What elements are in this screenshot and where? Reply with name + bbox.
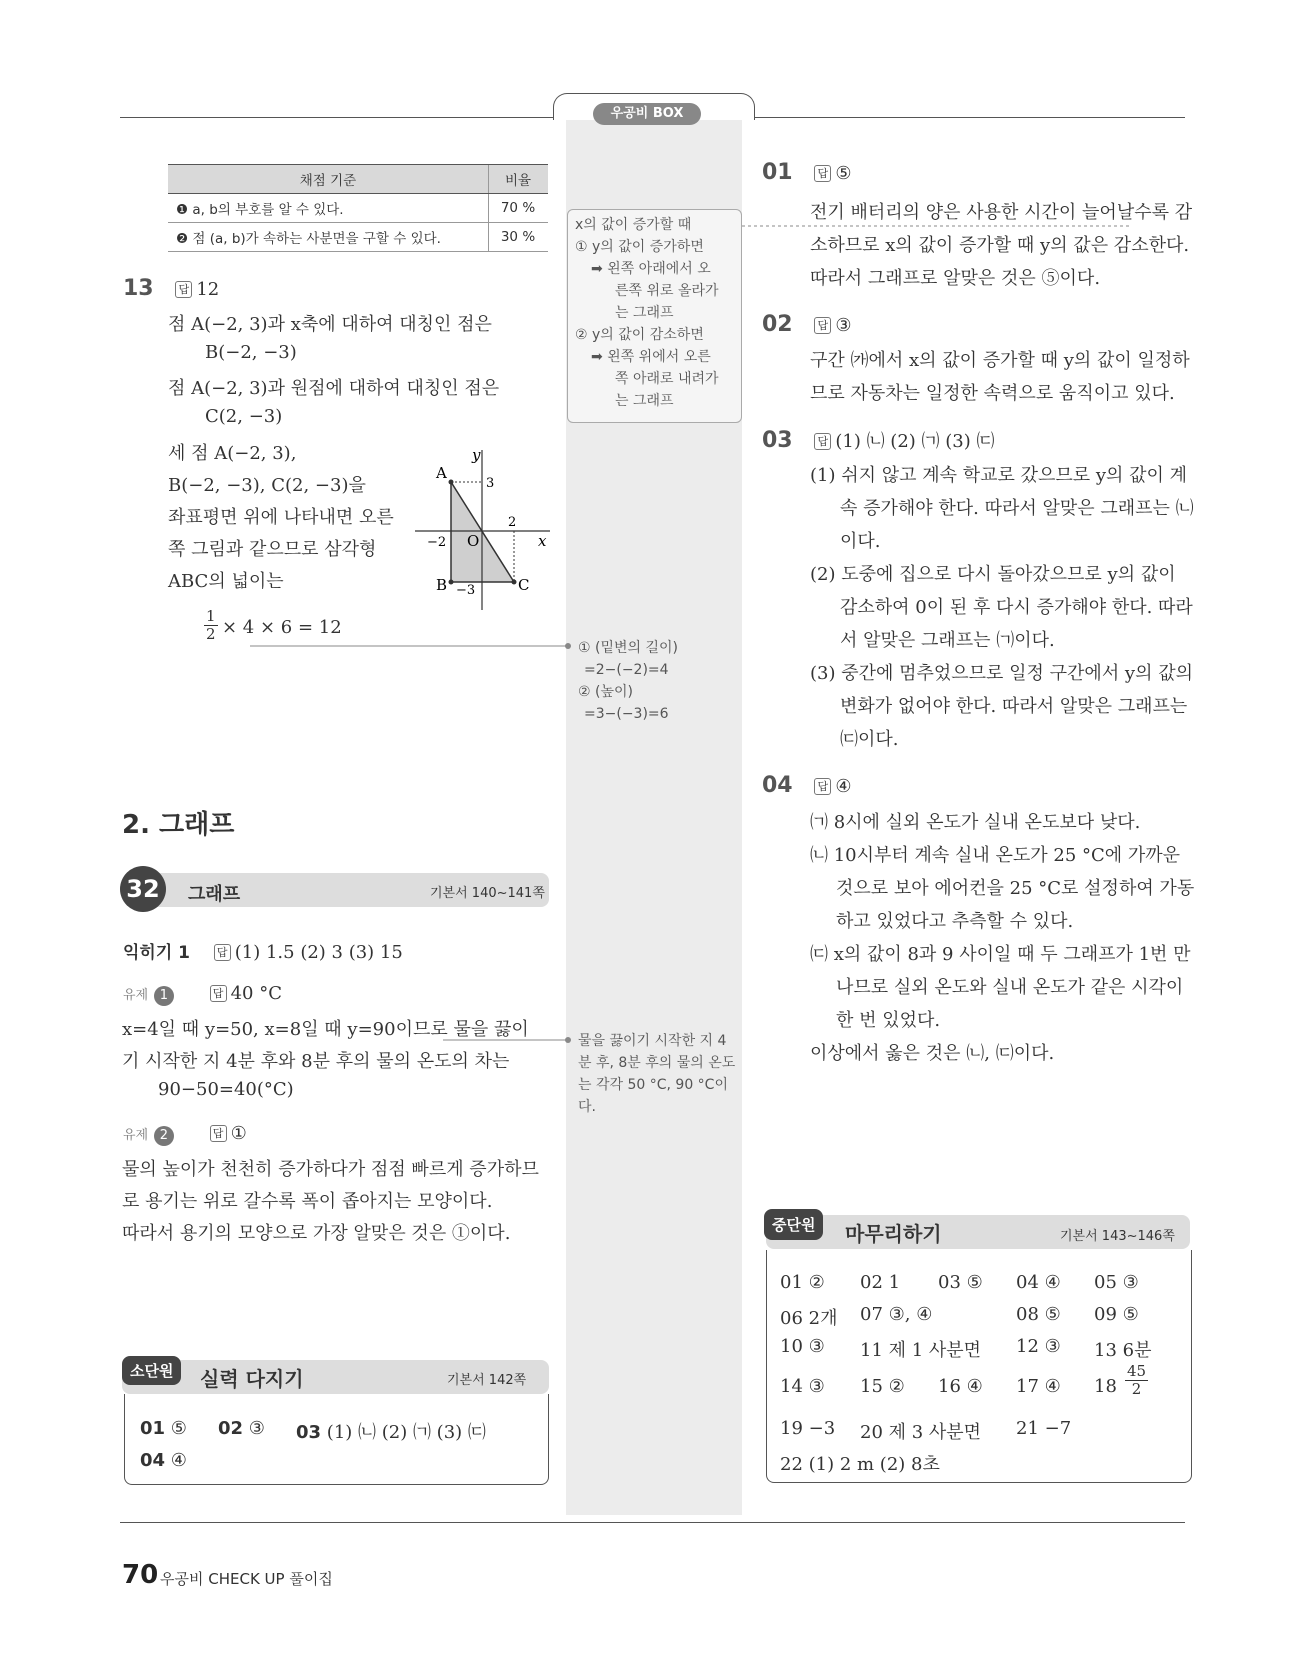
section-title: 2. 그래프 <box>122 810 235 840</box>
point-b-label: B <box>436 576 448 594</box>
mid-unit-answer: 08 ⑤ <box>1016 1304 1061 1325</box>
mid-unit-title: 마무리하기 <box>845 1222 942 1246</box>
exercise-label: 익히기 1 <box>123 943 191 963</box>
table-cell: 70 % <box>489 194 549 223</box>
question-number: 02 <box>762 312 793 337</box>
item-number: 04 <box>140 1450 166 1471</box>
q04-line: 것으로 보아 에어컨을 25 °C로 설정하여 가동 <box>836 878 1195 899</box>
note-line: ① y의 값이 증가하면 <box>575 239 704 255</box>
u2-line: 물의 높이가 천천히 증가하다가 점점 빠르게 증가하므 <box>122 1159 539 1180</box>
exercise-number: 1 <box>154 986 174 1006</box>
mid-unit-tag: 중단원 <box>764 1209 823 1240</box>
note-line: 는 각각 50 °C, 90 °C이 <box>578 1077 728 1093</box>
list-item <box>140 1450 187 1471</box>
q04-line: 하고 있었다고 추측할 수 있다. <box>836 911 1074 932</box>
list-item <box>140 1418 187 1439</box>
mid-unit-answer: 02 1 <box>860 1272 901 1293</box>
mid-unit-answer: 06 2개 <box>780 1308 838 1329</box>
answer-value: 12 <box>196 279 220 300</box>
item-answer: ④ <box>170 1450 187 1471</box>
table-header: 채점 기준 <box>168 165 489 194</box>
bottom-rule <box>120 1522 1185 1523</box>
answer-value: ④ <box>835 776 852 797</box>
mid-unit-answer: 21 −7 <box>1016 1418 1072 1439</box>
q13-line: 세 점 A(−2, 3), <box>168 443 297 464</box>
small-unit-title: 실력 다지기 <box>200 1367 304 1391</box>
q03-line: (3) 중간에 멈추었으므로 일정 구간에서 y의 값의 <box>810 663 1193 684</box>
q04-line: 한 번 있었다. <box>836 1010 941 1031</box>
small-unit-tag: 소단원 <box>122 1356 181 1385</box>
note-line: 분 후, 8분 후의 물의 온도 <box>578 1055 736 1071</box>
tick-label: −3 <box>456 583 476 598</box>
answer-icon: 답 <box>210 985 227 1002</box>
y-axis-label: y <box>472 446 481 464</box>
exercise-label: 유제 <box>123 1128 149 1143</box>
book-title: 우공비 CHECK UP 풀이집 <box>160 1570 333 1588</box>
mid-unit-answer: 17 ④ <box>1016 1376 1061 1397</box>
answer-value: 40 °C <box>230 983 282 1004</box>
question-number: 01 <box>762 160 793 185</box>
q13-line: B(−2, −3), C(2, −3)을 <box>168 475 366 496</box>
note-line: ➡ 왼쪽 아래에서 오 <box>591 261 711 277</box>
note-line: 른쪽 위로 올라가 <box>615 283 719 299</box>
note-line: 물을 끓이기 시작한 지 4 <box>578 1033 727 1049</box>
box-label: 우공비 BOX <box>593 103 701 125</box>
exercise-number: 2 <box>154 1126 174 1146</box>
q13-line: ABC의 넓이는 <box>168 571 284 592</box>
item-number: 01 <box>140 1418 166 1439</box>
mid-unit-answer: 22 (1) 2 m (2) 8초 <box>780 1454 940 1475</box>
side-note-2 <box>578 637 678 725</box>
note-line: ② y의 값이 감소하면 <box>575 327 704 343</box>
table-cell: 30 % <box>489 223 549 252</box>
list-item <box>218 1418 265 1439</box>
q03-line: 감소하여 0이 된 후 다시 증가해야 한다. 따라 <box>840 597 1193 618</box>
q04-line: ㈂ x의 값이 8과 9 사이일 때 두 그래프가 1번 만 <box>810 944 1191 965</box>
answer-value: ① <box>230 1123 247 1144</box>
mid-unit-answer: 16 ④ <box>938 1376 983 1397</box>
u1-line: 90−50=40(°C) <box>158 1079 294 1100</box>
q13-line: 쪽 그림과 같으므로 삼각형 <box>168 539 377 560</box>
x-axis-label: x <box>538 532 547 550</box>
table-cell: ❷ 점 (a, b)가 속하는 사분면을 구할 수 있다. <box>168 223 489 252</box>
mid-unit-answer: 12 ③ <box>1016 1336 1061 1357</box>
mid-unit-answer: 20 제 3 사분면 <box>860 1422 982 1443</box>
side-note-3 <box>578 1030 735 1118</box>
q13-line: B(−2, −3) <box>205 342 297 363</box>
fraction-numerator: 45 <box>1127 1362 1147 1380</box>
note-line: =2−(−2)=4 <box>584 662 669 678</box>
answer-icon: 답 <box>814 778 831 795</box>
q13-line: C(2, −3) <box>205 406 283 427</box>
answer-icon: 답 <box>814 317 831 334</box>
q04-line: 이상에서 옳은 것은 ㈁, ㈂이다. <box>810 1043 1055 1064</box>
mid-unit-answer: 09 ⑤ <box>1094 1304 1139 1325</box>
q13-line: 점 A(−2, 3)과 x축에 대하여 대칭인 점은 <box>168 314 492 335</box>
question-number: 03 <box>762 428 793 453</box>
point-a-label: A <box>436 464 447 482</box>
answer-value: ⑤ <box>835 163 852 184</box>
mid-unit-answer: 01 ② <box>780 1272 825 1293</box>
q03-line: ㈂이다. <box>840 729 899 750</box>
note-line: ➡ 왼쪽 위에서 오른 <box>591 349 711 365</box>
q01-line: 전기 배터리의 양은 사용한 시간이 늘어날수록 감 <box>810 202 1193 223</box>
note-line: 쪽 아래로 내려가 <box>615 371 719 387</box>
item-answer: (1) ㈁ (2) ㈀ (3) ㈂ <box>326 1422 486 1443</box>
fraction <box>1125 1363 1148 1398</box>
question-number: 04 <box>762 773 793 798</box>
note-line: ② (높이) <box>578 684 633 700</box>
ex1 <box>123 938 403 963</box>
q04-header <box>762 773 852 798</box>
answer-value: (1) ㈁ (2) ㈀ (3) ㈂ <box>835 431 995 452</box>
u2-line: 로 용기는 위로 갈수록 폭이 좁아지는 모양이다. <box>122 1191 493 1212</box>
question-number: 13 <box>123 276 154 301</box>
item-number: 03 <box>296 1422 322 1443</box>
note-line: 는 그래프 <box>615 305 674 321</box>
mid-unit-answer: 04 ④ <box>1016 1272 1061 1293</box>
fraction-denominator: 2 <box>206 625 216 643</box>
item-answer: ⑤ <box>170 1418 187 1439</box>
note-line: ① (밑변의 길이) <box>578 640 678 656</box>
answer-icon: 답 <box>814 433 831 450</box>
q01-header <box>762 160 852 185</box>
q03-line: (1) 쉬지 않고 계속 학교로 갔으므로 y의 값이 계 <box>810 465 1188 486</box>
topic-title: 그래프 <box>188 884 241 905</box>
mid-unit-answer: 10 ③ <box>780 1336 825 1357</box>
q13-line: 점 A(−2, 3)과 원점에 대하여 대칭인 점은 <box>168 378 500 399</box>
q13-calc: × 4 × 6 = 12 <box>222 617 342 638</box>
item-number: 02 <box>218 1418 244 1439</box>
q02-line: 구간 ㈎에서 x의 값이 증가할 때 y의 값이 일정하 <box>810 350 1190 371</box>
q03-line: 서 알맞은 그래프는 ㈀이다. <box>840 630 1055 651</box>
note-line: 는 그래프 <box>615 393 674 409</box>
page-number: 70 <box>122 1560 159 1590</box>
tick-label: 3 <box>486 476 495 491</box>
small-unit-ref: 기본서 142쪽 <box>447 1373 527 1388</box>
q01-line: 소하므로 x의 값이 증가할 때 y의 값은 감소한다. <box>810 235 1190 256</box>
answer-icon: 답 <box>814 165 831 182</box>
topic-badge: 32 <box>120 866 166 912</box>
q03-header <box>762 427 994 453</box>
q03-line: 속 증가해야 한다. 따라서 알맞은 그래프는 ㈁ <box>840 498 1194 519</box>
q03-line: 변화가 없어야 한다. 따라서 알맞은 그래프는 <box>840 696 1188 717</box>
answer-value: ③ <box>835 315 852 336</box>
q02-header <box>762 312 852 337</box>
note-line: =3−(−3)=6 <box>584 706 669 722</box>
tick-label: −2 <box>427 535 447 550</box>
mid-unit-answer: 13 6분 <box>1094 1340 1152 1361</box>
u1-line: x=4일 때 y=50, x=8일 때 y=90이므로 물을 끓이 <box>122 1019 529 1040</box>
u1-header <box>123 983 282 1006</box>
q03-line: (2) 도중에 집으로 다시 돌아갔으므로 y의 값이 <box>810 564 1176 585</box>
u1-line: 기 시작한 지 4분 후와 8분 후의 물의 온도의 차는 <box>122 1051 510 1072</box>
mid-unit-answer: 19 −3 <box>780 1418 836 1439</box>
q04-line: ㈁ 10시부터 계속 실내 온도가 25 °C에 가까운 <box>810 845 1181 866</box>
mid-unit-answer: 07 ③, ④ <box>860 1304 933 1325</box>
table-header: 비율 <box>489 165 549 194</box>
note-line: 다. <box>578 1099 596 1115</box>
fraction-denominator: 2 <box>1131 1380 1142 1398</box>
item-answer: ③ <box>248 1418 265 1439</box>
note-line: x의 값이 증가할 때 <box>575 217 692 233</box>
u2-header <box>123 1123 247 1146</box>
exercise-label: 유제 <box>123 988 149 1003</box>
q02-line: 므로 자동차는 일정한 속력으로 움직이고 있다. <box>810 383 1175 404</box>
mid-unit-answer: 15 ② <box>860 1376 905 1397</box>
mid-unit-answer: 11 제 1 사분면 <box>860 1340 982 1361</box>
answer-value: (1) 1.5 (2) 3 (3) 15 <box>234 942 403 963</box>
mid-unit-ref: 기본서 143~146쪽 <box>1060 1229 1175 1244</box>
mid-unit-answer: 03 ⑤ <box>938 1272 983 1293</box>
answer-icon: 답 <box>210 1125 227 1142</box>
topic-ref: 기본서 140~141쪽 <box>430 886 545 901</box>
q01-line: 따라서 그래프로 알맞은 것은 ⑤이다. <box>810 268 1101 289</box>
fraction-numerator: 1 <box>206 607 216 625</box>
mid-unit-answer: 18 <box>1094 1376 1117 1397</box>
table-cell: ❶ a, b의 부호를 알 수 있다. <box>168 194 489 223</box>
q03-line: 이다. <box>840 531 881 552</box>
q13-line: 좌표평면 위에 나타내면 오른 <box>168 507 394 528</box>
u2-line: 따라서 용기의 모양으로 가장 알맞은 것은 ①이다. <box>122 1223 511 1244</box>
q04-line: 나므로 실외 온도와 실내 온도가 같은 시각이 <box>836 977 1184 998</box>
answer-icon: 답 <box>214 944 231 961</box>
mid-unit-answer: 05 ③ <box>1094 1272 1139 1293</box>
origin-label: O <box>467 532 480 550</box>
mid-unit-answer: 14 ③ <box>780 1376 825 1397</box>
list-item <box>296 1418 486 1444</box>
q04-line: ㈀ 8시에 실외 온도가 실내 온도보다 낮다. <box>810 812 1141 833</box>
answer-icon: 답 <box>175 281 192 298</box>
point-c-label: C <box>518 576 530 594</box>
tick-label: 2 <box>508 515 517 530</box>
